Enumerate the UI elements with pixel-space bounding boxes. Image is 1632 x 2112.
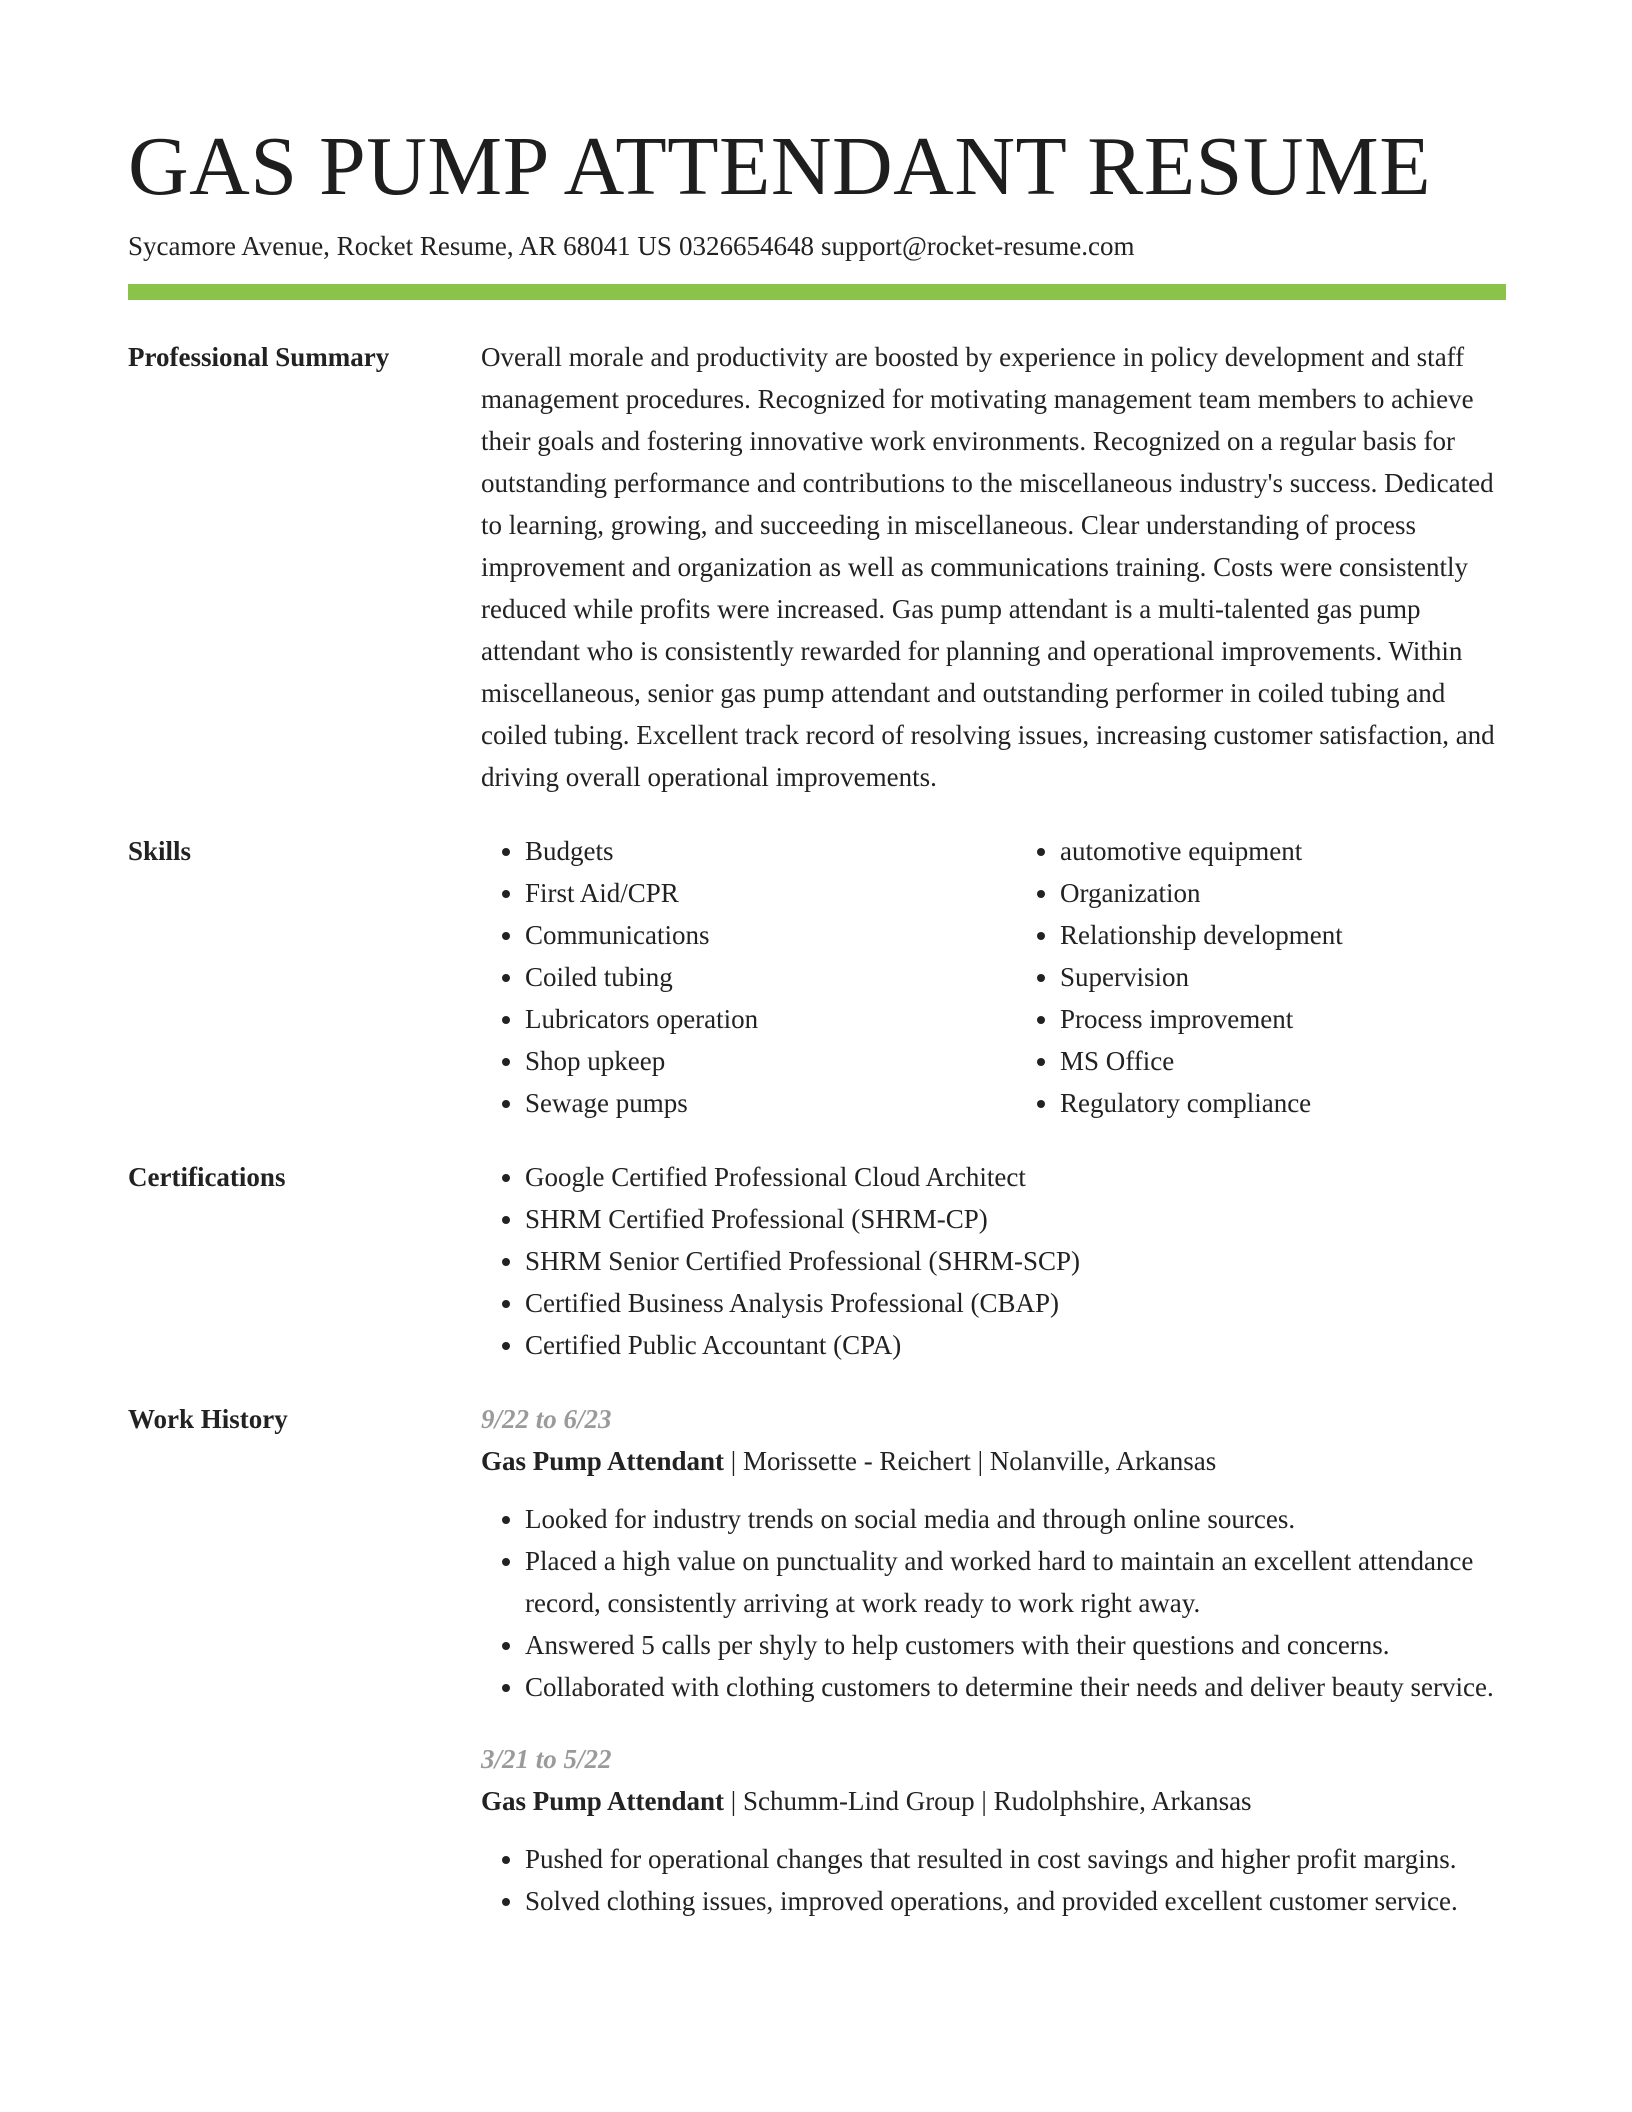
job-entry (481, 1738, 1506, 1922)
skill-item: • Process improvement (1060, 998, 1506, 1040)
skills-list-left (481, 830, 971, 1124)
job-entry (481, 1398, 1506, 1708)
job-header (481, 1440, 1506, 1482)
job-details: | Morissette - Reichert | Nolanville, Arkansas (724, 1446, 1217, 1476)
skill-item: • First Aid/CPR (525, 872, 971, 914)
work-history-section (128, 1398, 1506, 1922)
certifications-body (481, 1156, 1506, 1366)
skills-section (128, 830, 1506, 1124)
summary-body (481, 336, 1506, 798)
accent-divider (128, 284, 1506, 300)
summary-heading: Professional Summary (128, 342, 390, 372)
resume-title: GAS PUMP ATTENDANT RESUME (128, 120, 1432, 213)
summary-text: Overall morale and productivity are boosted by experience in policy development and staff management procedures. Recognized for motivating management team members to achieve their goals and fostering innovative work environments. Recognized on a regular basis for outstanding performance and contributions to the miscellaneous industry's success. Dedicated to learning, growing, and succeeding in miscellaneous. Clear understanding of process improvement and organization as well as communications training. Costs were consistently reduced while profits were increased. Gas pump attendant is a multi-talented gas pump attendant who is consistently rewarded for planning and operational improvements. Within miscellaneous, senior gas pump attendant and outstanding performer in coiled tubing and coiled tubing. Excellent track record of resolving issues, increasing customer satisfaction, and driving overall operational improvements. (481, 342, 1495, 792)
job-dates: 9/22 to 6/23 (481, 1404, 612, 1434)
certification-item: • Certified Public Accountant (CPA) (525, 1324, 1506, 1366)
certification-item: • SHRM Senior Certified Professional (SHRM-SCP) (525, 1240, 1506, 1282)
job-header (481, 1780, 1506, 1822)
skill-item: • Lubricators operation (525, 998, 971, 1040)
job-title: Gas Pump Attendant (481, 1786, 725, 1816)
job-details: | Schumm-Lind Group | Rudolphshire, Arkansas (724, 1786, 1252, 1816)
skills-body (481, 830, 1506, 1124)
job-dates: 3/21 to 5/22 (481, 1744, 612, 1774)
job-bullet: • Placed a high value on punctuality and worked hard to maintain an excellent attendance record, consistently arriving at work ready to work right away. (525, 1540, 1506, 1624)
work-history-heading: Work History (128, 1404, 288, 1434)
certification-item: • Google Certified Professional Cloud Architect (525, 1156, 1506, 1198)
skill-item: • Sewage pumps (525, 1082, 971, 1124)
skills-list-right (1016, 830, 1506, 1124)
contact-email: support@rocket-resume.com (820, 231, 1135, 261)
certifications-heading: Certifications (128, 1162, 286, 1192)
skill-item: • automotive equipment (1060, 830, 1506, 872)
skill-item: • Coiled tubing (525, 956, 971, 998)
resume-page (128, 0, 1506, 1922)
contact-line (128, 229, 1506, 263)
certifications-list (481, 1156, 1506, 1366)
skill-item: • Supervision (1060, 956, 1506, 998)
job-bullet: • Solved clothing issues, improved operations, and provided excellent customer service. (525, 1880, 1506, 1922)
certification-item: • Certified Business Analysis Professional (CBAP) (525, 1282, 1506, 1324)
job-bullets (481, 1838, 1506, 1922)
skill-item: • Organization (1060, 872, 1506, 914)
skill-item: • Shop upkeep (525, 1040, 971, 1082)
skill-item: • Relationship development (1060, 914, 1506, 956)
skill-item: • Communications (525, 914, 971, 956)
skill-item: • Regulatory compliance (1060, 1082, 1506, 1124)
work-history-body (481, 1398, 1506, 1922)
job-bullets (481, 1498, 1506, 1708)
contact-address: Sycamore Avenue, Rocket Resume, AR 68041 US (128, 231, 672, 261)
job-bullet: • Collaborated with clothing customers to determine their needs and deliver beauty service. (525, 1666, 1506, 1708)
job-bullet: • Looked for industry trends on social media and through online sources. (525, 1498, 1506, 1540)
summary-section (128, 336, 1506, 798)
certifications-section (128, 1156, 1506, 1366)
skill-item: • Budgets (525, 830, 971, 872)
job-bullet: • Pushed for operational changes that resulted in cost savings and higher profit margins. (525, 1838, 1506, 1880)
skills-heading: Skills (128, 836, 192, 866)
skill-item: • MS Office (1060, 1040, 1506, 1082)
contact-phone: 0326654648 (678, 231, 814, 261)
job-title: Gas Pump Attendant (481, 1446, 725, 1476)
job-bullet: • Answered 5 calls per shyly to help customers with their questions and concerns. (525, 1624, 1506, 1666)
certification-item: • SHRM Certified Professional (SHRM-CP) (525, 1198, 1506, 1240)
